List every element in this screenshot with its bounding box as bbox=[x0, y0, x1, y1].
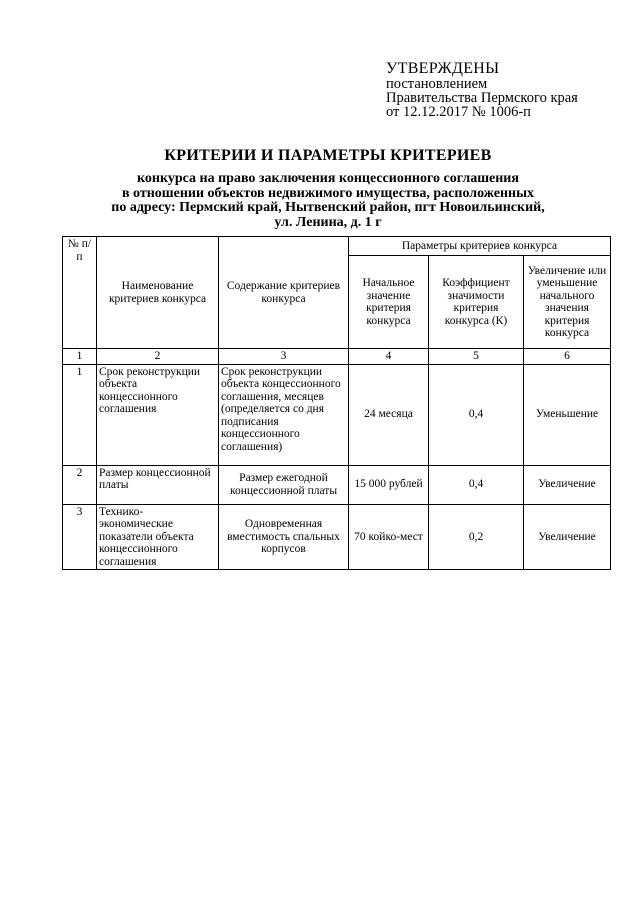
row-name: Размер концессионной платы bbox=[97, 465, 219, 504]
subtitle-line-1: конкурса на право заключения концессионного соглашения bbox=[137, 171, 519, 186]
approval-heading: УТВЕРЖДЕНЫ bbox=[386, 60, 500, 77]
header-content: Содержание критериев конкурса bbox=[219, 237, 349, 349]
row-coef: 0,2 bbox=[429, 504, 524, 570]
header-name: Наименование критериев конкурса bbox=[97, 237, 219, 349]
row-coef: 0,4 bbox=[429, 465, 524, 504]
column-number: 4 bbox=[349, 349, 429, 365]
approval-line-1: постановлением bbox=[386, 76, 488, 92]
table-row bbox=[63, 465, 611, 504]
column-number-row bbox=[63, 349, 611, 365]
header-direction: Увеличение или уменьшение начального значения критерия конкурса bbox=[524, 256, 611, 349]
row-initial: 70 койко-мест bbox=[349, 504, 429, 570]
column-number: 3 bbox=[219, 349, 349, 365]
row-name: Срок реконструкции объекта концессионного соглашения bbox=[97, 364, 219, 465]
subtitle-line-3: по адресу: Пермский край, Нытвенский район, пгт Новоильинский, bbox=[111, 200, 545, 215]
table-row bbox=[63, 364, 611, 465]
subtitle-line-4: ул. Ленина, д. 1 г bbox=[274, 214, 382, 230]
row-name: Технико-экономические показатели объекта концессионного соглашения bbox=[97, 504, 219, 570]
row-num: 2 bbox=[63, 465, 97, 504]
header-params-group: Параметры критериев конкурса bbox=[349, 237, 611, 256]
row-content: Одновременная вместимость спальных корпусов bbox=[219, 504, 349, 570]
header-num: № п/п bbox=[63, 237, 97, 349]
row-initial: 24 месяца bbox=[349, 364, 429, 465]
row-coef: 0,4 bbox=[429, 364, 524, 465]
row-direction: Увеличение bbox=[524, 465, 611, 504]
document-title: КРИТЕРИИ И ПАРАМЕТРЫ КРИТЕРИЕВ bbox=[164, 147, 492, 164]
row-direction: Уменьшение bbox=[524, 364, 611, 465]
table-row bbox=[63, 504, 611, 570]
column-number: 5 bbox=[429, 349, 524, 365]
row-num: 3 bbox=[63, 504, 97, 570]
document-subtitle bbox=[60, 172, 596, 230]
row-initial: 15 000 рублей bbox=[349, 465, 429, 504]
column-number: 1 bbox=[63, 349, 97, 365]
column-number: 6 bbox=[524, 349, 611, 365]
row-num: 1 bbox=[63, 364, 97, 465]
header-coef: Коэффициент значимости критерия конкурса (К) bbox=[429, 256, 524, 349]
column-number: 2 bbox=[97, 349, 219, 365]
header-row-1 bbox=[63, 237, 611, 256]
approval-line-2: Правительства Пермского края bbox=[386, 90, 578, 106]
criteria-table bbox=[62, 236, 611, 570]
row-content: Размер ежегодной концессионной платы bbox=[219, 465, 349, 504]
subtitle-line-2: в отношении объектов недвижимого имущества, расположенных bbox=[121, 185, 535, 201]
header-initial: Начальное значение критерия конкурса bbox=[349, 256, 429, 349]
row-direction: Увеличение bbox=[524, 504, 611, 570]
approval-line-3: от 12.12.2017 № 1006-п bbox=[386, 104, 531, 120]
approval-block bbox=[386, 61, 626, 119]
row-content: Срок реконструкции объекта концессионного соглашения, месяцев (определяется со дня подписания концессионного соглашения) bbox=[219, 364, 349, 465]
